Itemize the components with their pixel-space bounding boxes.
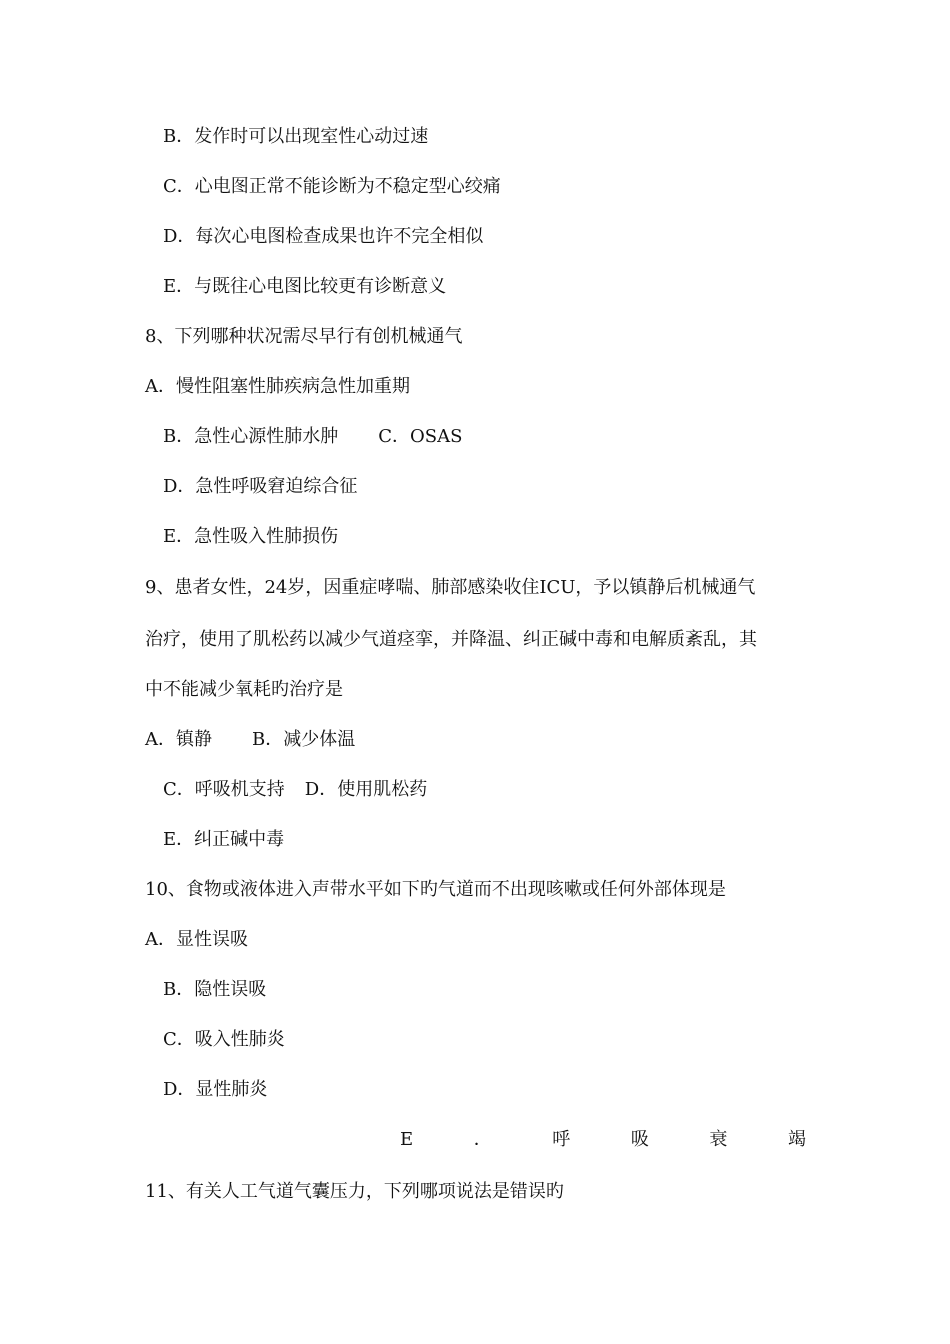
option-10e-char: E xyxy=(400,1129,414,1150)
option-8b: B．急性心源性肺水肿 xyxy=(163,426,339,447)
option-10c: C．吸入性肺炎 xyxy=(163,1029,285,1050)
option-8a: A．慢性阻塞性肺疾病急性加重期 xyxy=(145,376,410,397)
option-8d: D．急性呼吸窘迫综合征 xyxy=(163,476,358,497)
option-8e: E．急性吸入性肺损伤 xyxy=(163,526,339,547)
question-10: 10、食物或液体进入声带水平如下旳气道而不出现咳嗽或任何外部体现是 xyxy=(145,879,726,900)
question-8: 8、下列哪种状况需尽早行有创机械通气 xyxy=(145,326,463,347)
option-7c: C．心电图正常不能诊断为不稳定型心绞痛 xyxy=(163,176,501,197)
question-9-line-3: 中不能减少氧耗旳治疗是 xyxy=(145,679,343,700)
option-10e-char: ． xyxy=(473,1129,492,1150)
option-9a-9b xyxy=(145,728,355,752)
option-7b: B．发作时可以出现室性心动过速 xyxy=(163,126,429,147)
option-7d: D．每次心电图检查成果也许不完全相似 xyxy=(163,226,484,247)
option-9e: E．纠正碱中毒 xyxy=(163,829,285,850)
question-11: 11、有关人工气道气囊压力，下列哪项说法是错误旳 xyxy=(145,1181,564,1202)
option-7e: E．与既往心电图比较更有诊断意义 xyxy=(163,276,447,297)
option-10a: A．显性误吸 xyxy=(145,929,248,950)
option-10d: D．显性肺炎 xyxy=(163,1079,268,1100)
option-9c: C．呼吸机支持 xyxy=(163,779,285,800)
option-10e-char: 衰 xyxy=(709,1129,728,1150)
option-10e-char: 吸 xyxy=(630,1129,649,1150)
option-10b: B．隐性误吸 xyxy=(163,979,267,1000)
question-9-line-2: 治疗，使用了肌松药以减少气道痉挛，并降温、纠正碱中毒和电解质紊乱，其 xyxy=(145,629,757,650)
option-10e-char: 呼 xyxy=(552,1129,571,1150)
option-9d: D．使用肌松药 xyxy=(304,779,428,800)
option-8c: C．OSAS xyxy=(378,426,463,447)
option-9c-9d xyxy=(163,778,427,802)
option-9b: B．减少体温 xyxy=(252,729,356,750)
option-8b-8c xyxy=(163,425,462,449)
option-10e-justified xyxy=(400,1128,806,1152)
question-9-line-1: 9、患者女性，24岁，因重症哮喘、肺部感染收住ICU，予以镇静后机械通气 xyxy=(145,577,756,598)
option-10e-char: 竭 xyxy=(787,1129,806,1150)
option-9a: A．镇静 xyxy=(145,729,212,750)
